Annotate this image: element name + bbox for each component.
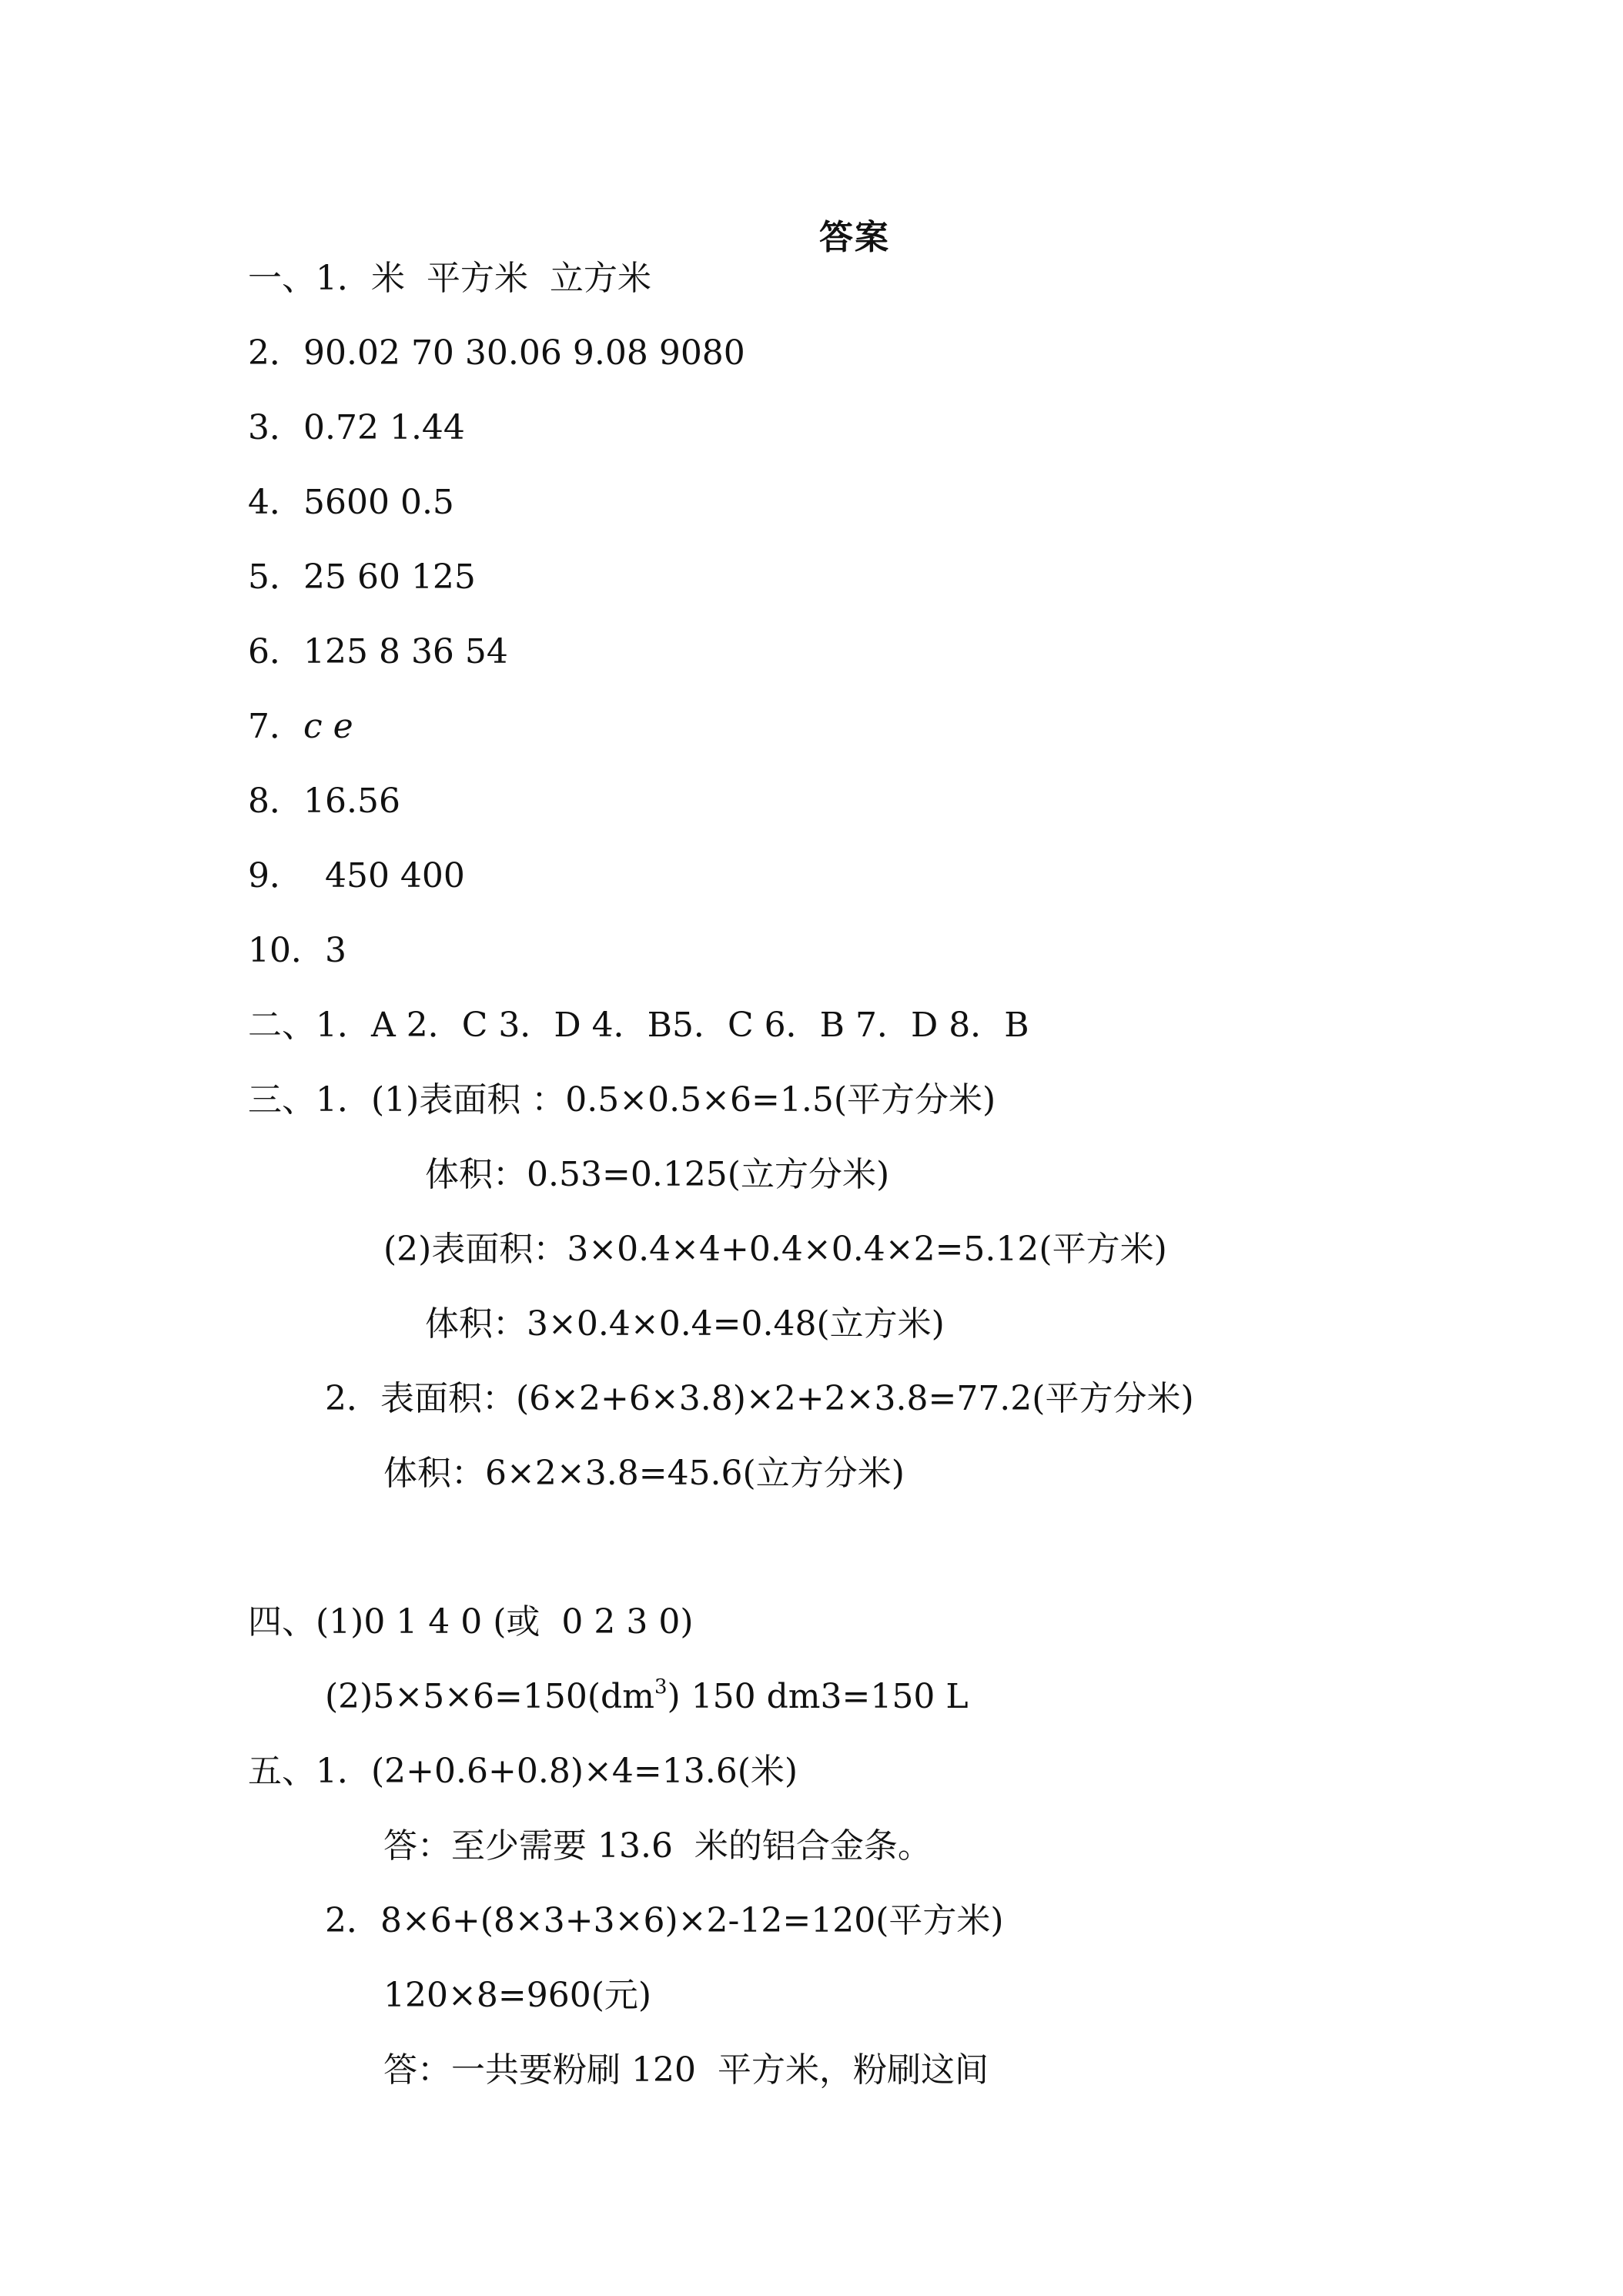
- page-title: 答案: [819, 218, 890, 257]
- answer-line-1-7-prefix: 7．: [248, 707, 303, 746]
- answer-line-1-7-vars: c e: [303, 707, 353, 746]
- answer-section-4-2-part-b: ) 150 dm3=150 L: [667, 1677, 969, 1716]
- superscript-3: 3: [654, 1675, 668, 1699]
- answer-section-5-2: 2．8×6+(8×3+3×6)×2-12=120(平方米): [325, 1901, 1004, 1940]
- answer-section-3-1-2: (2)表面积：3×0.4×4+0.4×0.4×2=5.12(平方米): [383, 1230, 1167, 1269]
- answer-line-1-2: 2．90.02 70 30.06 9.08 9080: [248, 333, 745, 373]
- answer-section-3-1-1: 三、1．(1)表面积 ：0.5×0.5×6=1.5(平方分米): [248, 1080, 996, 1120]
- answer-section-5-1-answer: 答：至少需要 13.6 米的铝合金条。: [383, 1826, 932, 1866]
- answer-section-3-2-volume: 体积：6×2×3.8=45.6(立方分米): [383, 1454, 905, 1493]
- answer-line-1-4: 4．5600 0.5: [248, 483, 454, 522]
- answer-section-5-2-answer: 答：一共要粉刷 120 平方米，粉刷这间: [383, 2050, 989, 2090]
- answer-section-5-1: 五、1．(2+0.6+0.8)×4=13.6(米): [248, 1752, 798, 1791]
- answer-section-5-2-cost: 120×8=960(元): [383, 1976, 652, 2015]
- answer-section-2: 二、1．A 2．C 3．D 4．B5．C 6．B 7．D 8．B: [248, 1006, 1029, 1045]
- answer-section-3-1-2-volume: 体积：3×0.4×0.4=0.48(立方米): [425, 1304, 945, 1344]
- answer-line-1-7: [248, 707, 353, 746]
- answer-line-1-9: 9． 450 400: [248, 856, 465, 895]
- answer-section-3-1-1-volume: 体积：0.53=0.125(立方分米): [425, 1155, 890, 1194]
- answer-section-4-2: [325, 1675, 969, 1716]
- answer-section-4-1: 四、(1)0 1 4 0 (或 0 2 3 0): [248, 1602, 694, 1642]
- answer-section-4-2-part-a: (2)5×5×6=150(dm: [325, 1677, 654, 1716]
- answer-line-1-10: 10．3: [248, 931, 346, 970]
- answer-line-1-3: 3．0.72 1.44: [248, 408, 465, 447]
- answer-line-1-8: 8．16.56: [248, 782, 400, 821]
- answer-line-1-6: 6．125 8 36 54: [248, 632, 508, 671]
- answer-line-1-1: 一、1．米 平方米 立方米: [248, 259, 651, 298]
- answer-section-3-2: 2．表面积：(6×2+6×3.8)×2+2×3.8=77.2(平方分米): [325, 1379, 1194, 1418]
- answer-line-1-5: 5．25 60 125: [248, 557, 476, 597]
